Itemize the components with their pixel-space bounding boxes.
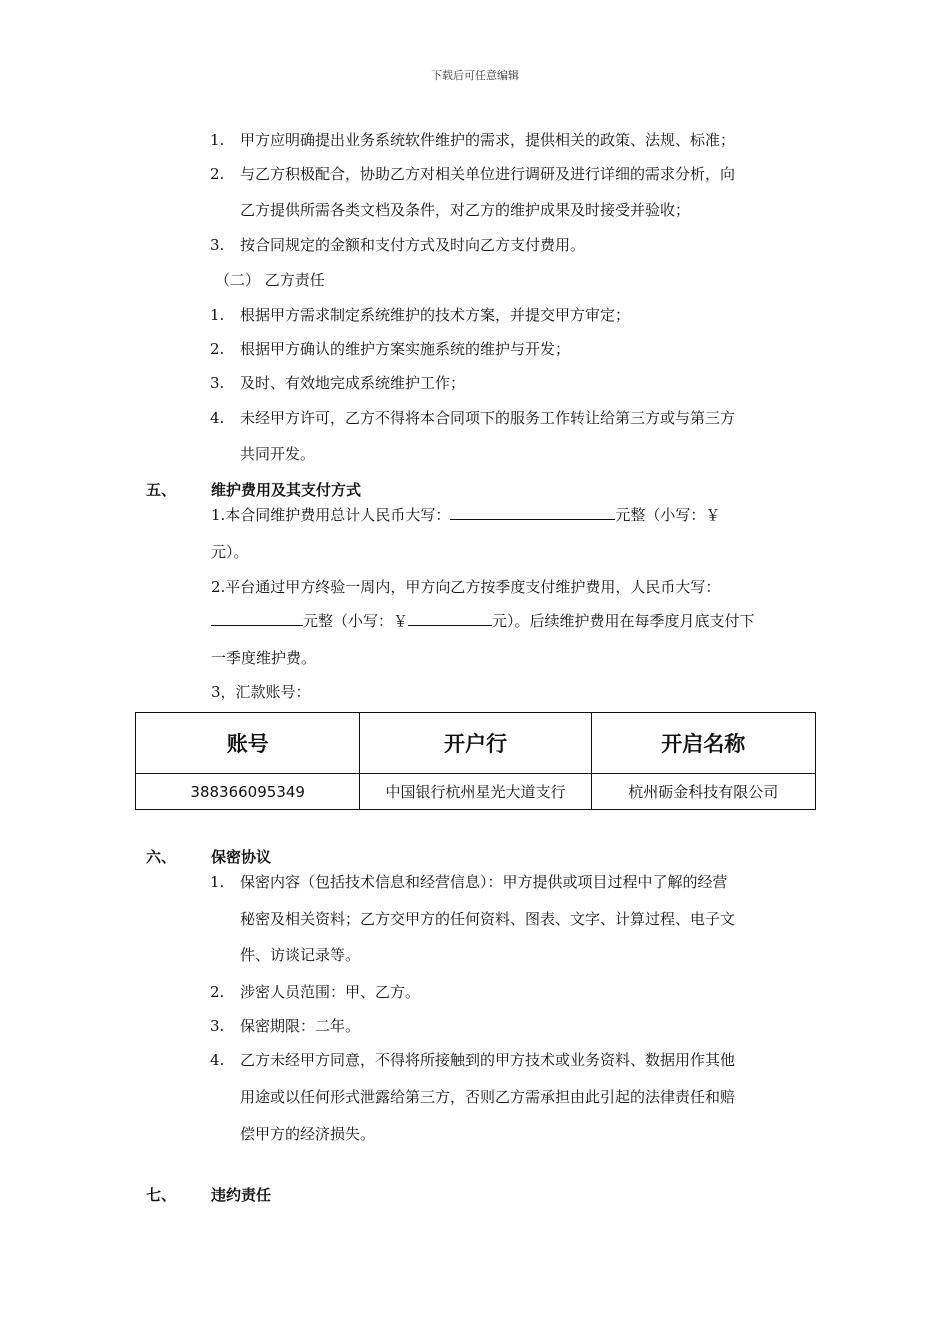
list-item-text: 乙方未经甲方同意，不得将所接触到的甲方技术或业务资料、数据用作其他 <box>240 1051 736 1069</box>
section-title: 维护费用及其支付方式 <box>211 481 362 499</box>
fee-line-1 <box>211 505 720 525</box>
list-item-text: 甲方应明确提出业务系统软件维护的需求，提供相关的政策、法规、标准； <box>240 131 736 149</box>
section-number: 六、 <box>146 848 177 866</box>
list-item-text: 涉密人员范围：甲、乙方。 <box>240 983 421 1001</box>
list-number: 1. <box>210 131 225 149</box>
table-header-name: 开启名称 <box>591 713 815 774</box>
list-item-text: 根据甲方确认的维护方案实施系统的维护与开发； <box>240 340 571 358</box>
list-item-text: 用途或以任何形式泄露给第三方，否则乙方需承担由此引起的法律责任和赔 <box>240 1088 736 1106</box>
list-number: 2. <box>210 983 225 1001</box>
section-number: 五、 <box>146 481 177 499</box>
list-item-text: 根据甲方需求制定系统维护的技术方案，并提交甲方审定； <box>240 306 631 324</box>
list-number: 1. <box>210 306 225 324</box>
fee-line-2c: 一季度维护费。 <box>211 649 317 667</box>
table-cell-name: 杭州砺金科技有限公司 <box>591 774 815 810</box>
list-number: 4. <box>210 409 225 427</box>
list-item-text: 按合同规定的金额和支付方式及时向乙方支付费用。 <box>240 236 586 254</box>
list-number: 1. <box>210 873 225 891</box>
account-label: 3，汇款账号： <box>211 683 311 701</box>
list-item-text: 共同开发。 <box>240 445 316 463</box>
table-header-account: 账号 <box>136 713 360 774</box>
table-header-bank: 开户行 <box>360 713 591 774</box>
list-item-text: 及时、有效地完成系统维护工作； <box>240 374 466 392</box>
list-item-text: 未经甲方许可，乙方不得将本合同项下的服务工作转让给第三方或与第三方 <box>240 409 736 427</box>
list-item-text: 偿甲方的经济损失。 <box>240 1125 376 1143</box>
fee-total-label: 1.本合同维护费用总计人民币大写： <box>211 506 451 524</box>
fee-line-2: 2.平台通过甲方终验一周内，甲方向乙方按季度支付维护费用，人民币大写： <box>211 578 721 596</box>
fee-total-suffix: 元整（小写：￥ <box>615 506 721 524</box>
quarterly-fee-label: 元整（小写：￥ <box>303 612 409 630</box>
list-number: 3. <box>210 236 225 254</box>
table-row <box>136 774 816 810</box>
list-item-text: 保密内容（包括技术信息和经营信息）：甲方提供或项目过程中了解的经营 <box>240 873 728 891</box>
section-title: 保密协议 <box>211 848 272 866</box>
section-number: 七、 <box>146 1186 177 1204</box>
list-number: 2. <box>210 165 225 183</box>
page-header: 下载后可任意编辑 <box>431 69 519 82</box>
table-cell-bank: 中国银行杭州星光大道支行 <box>360 774 591 810</box>
account-table <box>135 712 816 810</box>
list-number: 3. <box>210 1017 225 1035</box>
list-number: 2. <box>210 340 225 358</box>
fee-line-1-end: 元）。 <box>211 543 249 561</box>
list-number: 3. <box>210 374 225 392</box>
quarterly-fee-small-blank[interactable] <box>408 611 492 626</box>
fee-total-blank[interactable] <box>450 505 615 520</box>
quarterly-fee-blank[interactable] <box>211 611 303 626</box>
table-cell-account: 388366095349 <box>136 774 360 810</box>
table-header-row <box>136 713 816 774</box>
list-item-text: 乙方提供所需各类文档及条件，对乙方的维护成果及时接受并验收； <box>240 201 691 219</box>
quarterly-fee-suffix: 元）。后续维护费用在每季度月底支付下 <box>492 612 755 630</box>
subsection-heading: （二） 乙方责任 <box>215 271 325 289</box>
list-number: 4. <box>210 1051 225 1069</box>
fee-line-2b <box>211 611 755 631</box>
section-title: 违约责任 <box>211 1186 272 1204</box>
list-item-text: 秘密及相关资料；乙方交甲方的任何资料、图表、文字、计算过程、电子文 <box>240 910 736 928</box>
list-item-text: 保密期限：二年。 <box>240 1017 361 1035</box>
list-item-text: 与乙方积极配合，协助乙方对相关单位进行调研及进行详细的需求分析，向 <box>240 165 736 183</box>
list-item-text: 件、访谈记录等。 <box>240 946 361 964</box>
